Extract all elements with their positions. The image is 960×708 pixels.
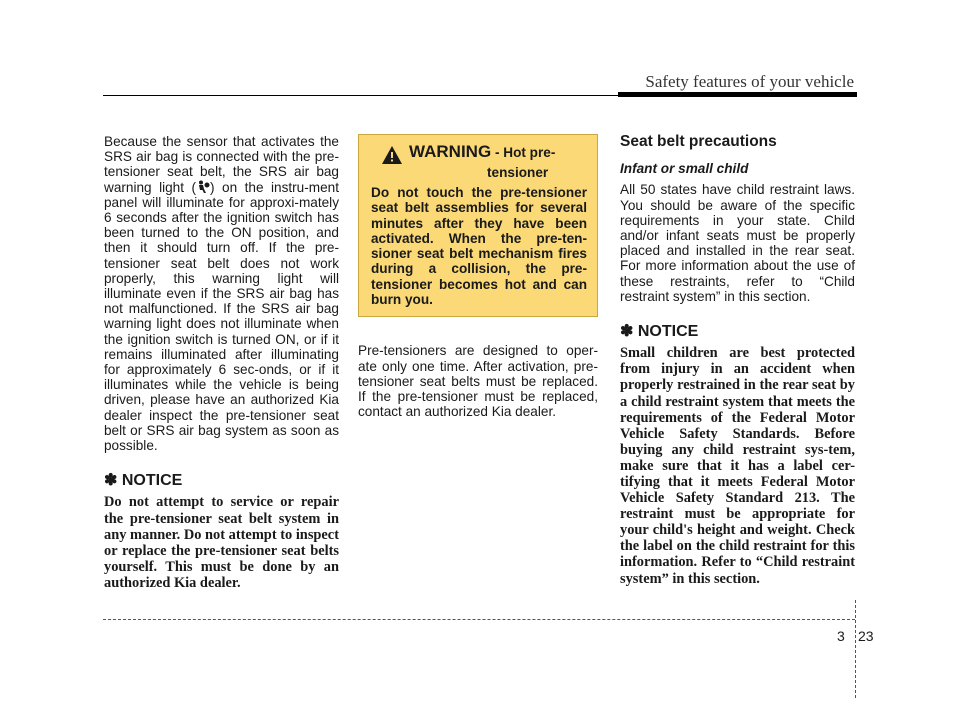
column-right <box>620 134 855 587</box>
footer-divider <box>855 600 856 698</box>
airbag-warning-light-icon <box>196 180 210 194</box>
notice-heading: ✽ NOTICE <box>620 323 699 341</box>
warning-title: WARNING <box>409 142 492 161</box>
paragraph-part-2: ) on the instru-ment panel will illuminate for approxi-mately 6 seconds after the ignition switch has been turned to the ON position, and then it should turn off. If the pre-tensioner seat belt does not work properly, this warning light will illuminate even if the SRS air bag has not malfunctioned. If the SRS air bag warning light does not illuminate when the ignition switch is turned ON, or if it remains illuminated after illuminating for approximately 6 sec-onds, or if it illuminates while the vehicle is being driven, please have an authorized Kia dealer inspect the pre-tensioner seat belt or SRS air bag system as soon as possible. <box>104 179 339 454</box>
warning-triangle-icon <box>381 145 403 165</box>
warning-subtitle: - Hot pre- <box>494 145 556 160</box>
header-rule-accent <box>618 92 857 97</box>
pretensioner-sensor-paragraph <box>104 134 339 453</box>
warning-box <box>358 134 598 317</box>
warning-text: Do not touch the pre-tensioner seat belt assemblies for several minutes after they have been activated. When the pre-ten-sioner seat belt mechanism fires during a collision, the pre-tensioner becomes hot and can burn you. <box>371 185 587 308</box>
chapter-number: 3 <box>837 628 845 644</box>
subsection-heading: Infant or small child <box>620 161 749 177</box>
notice-text: Do not attempt to service or repair the pre-tensioner seat belt system in any manner. Do not attempt to inspect or replace the pre-tensioner seat belts yourself. This must be done by an authorized Kia dealer. <box>104 494 339 591</box>
pretensioner-replacement-paragraph: Pre-tensioners are designed to oper-ate only one time. After activation, pre-tensioner seat belts must be replaced. If the pre-tensioner must be replaced, contact an authorized Kia dealer. <box>358 343 598 420</box>
page-number: 23 <box>858 628 874 644</box>
footer-rule <box>103 619 855 620</box>
notice-text: Small children are best protected from injury in an accident when properly restrained in the rear seat by a child restraint system that meets the requirements of the Federal Motor Vehicle Safety Standards. Before buying any child restraint sys-tem, make sure that it has a label cer-tifying that it meets Federal Motor Vehicle Safety Standard 213. The restraint must be appropriate for your child's height and weight. Check the label on the child restraint for this information. Refer to “Child restraint system” in this section. <box>620 345 855 587</box>
column-middle <box>358 134 598 419</box>
warning-subtitle-continued: tensioner <box>487 165 549 180</box>
column-left <box>104 134 339 591</box>
page-header-title: Safety features of your vehicle <box>645 72 854 91</box>
child-restraint-paragraph: All 50 states have child restraint laws. You should be aware of the specific requirements in your state. Child and/or infant seats must be properly placed and installed in the rear seat. For more information about the use of these restraints, refer to “Child restraint system” in this section. <box>620 182 855 304</box>
paragraph-part-1: Because the sensor that activates the SRS air bag is connected with the pre-tensioner seat belt, the SRS air bag warning light ( <box>104 134 339 195</box>
section-heading: Seat belt precautions <box>620 133 777 150</box>
notice-heading: ✽ NOTICE <box>104 472 183 490</box>
warning-title-row <box>381 143 587 165</box>
